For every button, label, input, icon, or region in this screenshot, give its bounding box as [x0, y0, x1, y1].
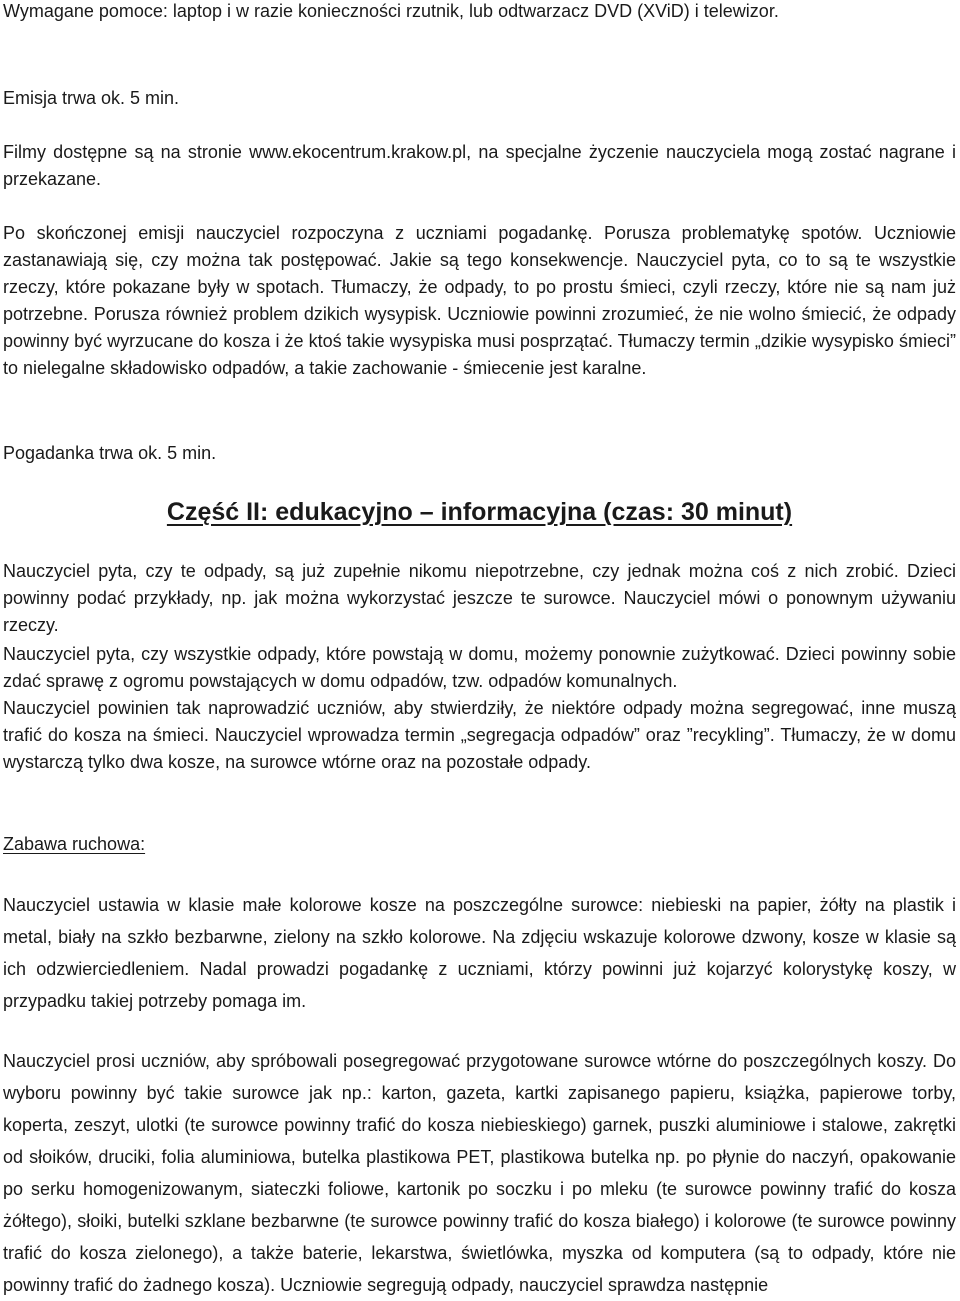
- paragraph-text: Nauczyciel ustawia w klasie małe kolorowe kosze na poszczególne surowce: niebieski na papier, żółty na plastik i metal, biały na szkło bezbarwne, zielony na szkło kolorowe. Na zdjęciu wskazuje kolorowe dzwony, kosze w klasie są ich odzwierciedleniem. Nadal prowadzi pogadankę z uczniami, którzy powinni już kojarzyć kolorystykę koszy, w przypadku takiej potrzeby pomaga im.: [3, 895, 956, 1011]
- section-heading: Część II: edukacyjno – informacyjna (czas: 30 minut): [166, 498, 793, 526]
- paragraph-required-aids: [3, 0, 956, 25]
- paragraph-broadcast-duration: [3, 85, 956, 112]
- paragraph-text: Nauczyciel powinien tak naprowadzić uczniów, aby stwierdziły, że niektóre odpady można segregować, inne muszą trafić do kosza na śmieci. Nauczyciel wprowadza termin „segregacja odpadów” oraz ”recykling”. Tłumaczy, że w domu wystarczą tylko dwa kosze, na surowce wtórne oraz na pozostałe odpady.: [3, 698, 956, 772]
- paragraph-household-waste: [3, 641, 956, 695]
- paragraph-reuse: [3, 558, 956, 639]
- paragraph-segregation: [3, 695, 956, 776]
- subheading-movement-game: Zabawa ruchowa:: [3, 834, 146, 854]
- paragraph-text: Nauczyciel pyta, czy wszystkie odpady, które powstają w domu, możemy ponownie zużytkować. Dzieci powinny sobie zdać sprawę z ogromu powstających w domu odpadów, tzw. odpadów komunalnych.: [3, 644, 956, 691]
- paragraph-sorting-task: [3, 1045, 956, 1301]
- paragraph-bins: [3, 889, 956, 1017]
- subheading-block: [3, 831, 956, 858]
- paragraph-discussion: [3, 220, 956, 382]
- paragraph-text: Pogadanka trwa ok. 5 min.: [3, 443, 217, 463]
- paragraph-text: Po skończonej emisji nauczyciel rozpoczyna z uczniami pogadankę. Porusza problematykę spotów. Uczniowie zastanawiają się, czy można tak postępować. Jakie są tego konsekwencje. Nauczyciel pyta, co to są te wszystkie rzeczy, które pokazane były w spotach. Tłumaczy, że odpady, to po prostu śmieci, czyli rzeczy, które nie są nam już potrzebne. Porusza również problem dzikich wysypisk. Uczniowie powinni zrozumieć, że nie wolno śmiecić, że odpady powinny być wyrzucane do kosza i że ktoś takie wysypiska musi posprzątać. Tłumaczy termin „dzikie wysypisko śmieci” to nielegalne składowisko odpadów, a takie zachowanie - śmiecenie jest karalne.: [3, 223, 956, 378]
- paragraph-text: Nauczyciel prosi uczniów, aby spróbowali posegregować przygotowane surowce wtórne do poszczególnych koszy. Do wyboru powinny być takie surowce jak np.: karton, gazeta, kartki zapisanego papieru, książka, papierowe torby, koperta, zeszyt, ulotki (te surowce powinny trafić do kosza niebieskiego) garnek, puszki aluminiowe i stalowe, zakrętki od słoików, druciki, folia aluminiowa, butelka plastikowa PET, plastikowa butelka np. po płynie do naczyń, opakowanie po serku homogenizowanym, siateczki foliowe, kartonik po soczku i po mleku (te surowce powinny trafić do kosza żółtego), słoiki, butelki szklane bezbarwne (te surowce powinny trafić do kosza białego) i kolorowe (te surowce powinny trafić do kosza zielonego), a także baterie, lekarstwa, świetlówka, myszka od komputera (są to odpady, które nie powinny trafić do żadnego kosza). Uczniowie segregują odpady, nauczyciel sprawdza następnie: [3, 1051, 956, 1295]
- paragraph-text: Wymagane pomoce: laptop i w razie konieczności rzutnik, lub odtwarzacz DVD (XViD) i telewizor.: [3, 1, 779, 21]
- paragraph-text: Emisja trwa ok. 5 min.: [3, 88, 180, 108]
- paragraph-text: Filmy dostępne są na stronie www.ekocentrum.krakow.pl, na specjalne życzenie nauczyciela mogą zostać nagrane i przekazane.: [3, 142, 956, 189]
- paragraph-films-available: [3, 139, 956, 193]
- paragraph-text: Nauczyciel pyta, czy te odpady, są już zupełnie nikomu niepotrzebne, czy jednak można coś z nich zrobić. Dzieci powinny podać przykłady, np. jak można wykorzystać jeszcze te surowce. Nauczyciel mówi o ponownym używaniu rzeczy.: [3, 561, 956, 635]
- paragraph-discussion-duration: [3, 440, 956, 467]
